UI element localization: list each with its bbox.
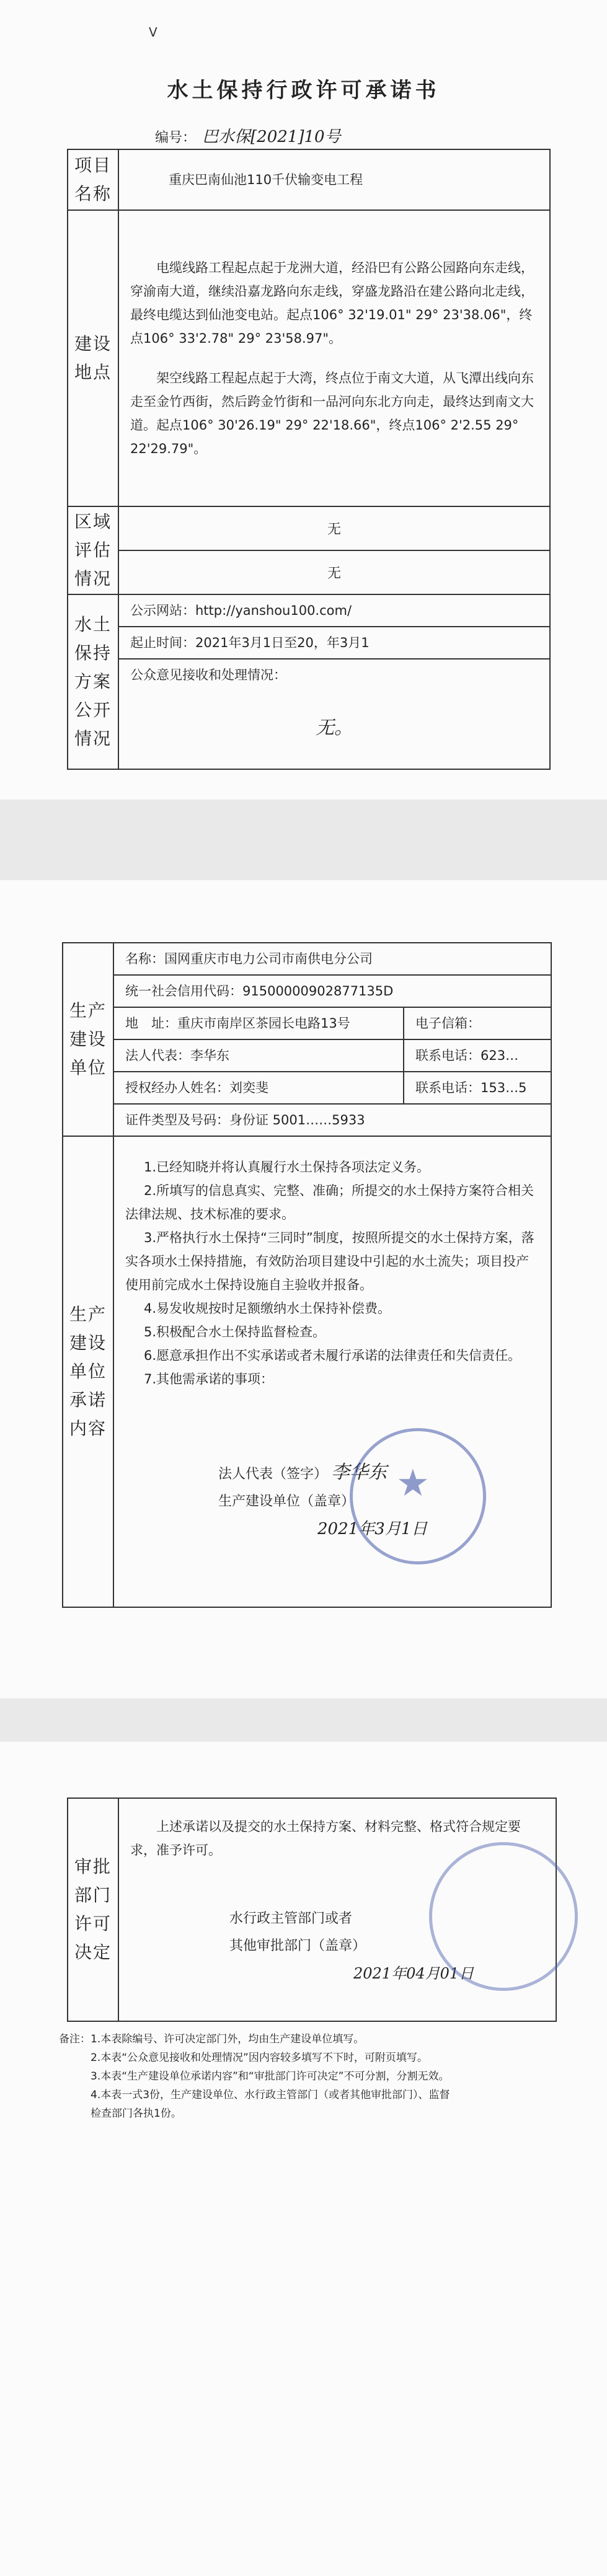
credit-code: 统一社会信用代码：91500000902877135D bbox=[113, 975, 551, 1007]
cable-route-text: 电缆线路工程起点起于龙洲大道，经沿巴有公路公园路向东走线，穿渝南大道，继续沿嘉龙路向东走线，穿盛龙路沿在建公路向北走线，最终电缆达到仙池变电站。起点106° 32'19.01" 29° 23'38.06"，终点106° 33'2.78" 29° 23'58.97"。 bbox=[130, 260, 534, 346]
region-label: 区域评估情况 bbox=[68, 506, 118, 594]
region-value-1: 无 bbox=[118, 506, 550, 550]
legal-representative: 法人代表：李华东 bbox=[113, 1039, 404, 1072]
page-title: 水土保持行政许可承诺书 bbox=[167, 78, 440, 103]
legal-phone: 联系电话：623… bbox=[404, 1039, 551, 1072]
approval-text: 上述承诺以及提交的水土保持方案、材料完整、格式符合规定要求，准予许可。 bbox=[130, 1819, 521, 1858]
sign-date: 2021年3月1日 bbox=[317, 1520, 428, 1538]
legal-rep-sign-label: 法人代表（签字） 李华东 bbox=[218, 1462, 388, 1483]
feedback-handwriting: 无。 bbox=[316, 717, 353, 739]
promise-item-7: 7.其他需承诺的事项： bbox=[144, 1372, 274, 1387]
approval-seal bbox=[429, 1842, 578, 1991]
unit-name: 名称：国网重庆市电力公司市南供电分公司 bbox=[113, 943, 551, 975]
promise-item-6: 6.愿意承担作出不实承诺或者未履行承诺的法律责任和失信责任。 bbox=[144, 1348, 521, 1363]
id-document: 证件类型及号码：身份证 5001……5933 bbox=[113, 1104, 551, 1136]
project-value: 重庆巴南仙池110千伏输变电工程 bbox=[118, 149, 550, 210]
unit-address: 地 址：重庆市南岸区茶园长电路13号 bbox=[113, 1007, 404, 1039]
doc-no-label: 编号： bbox=[155, 130, 197, 146]
seal-star-icon: ★ bbox=[396, 1462, 430, 1505]
page-3 bbox=[0, 1742, 607, 2576]
unit-seal-label: 生产建设单位（盖章） bbox=[218, 1494, 355, 1509]
project-label: 项目名称 bbox=[68, 149, 118, 210]
check-mark: V bbox=[149, 25, 157, 40]
footnote-2: 2.本表“公众意见接收和处理情况”因内容较多填写不下时，可附页填写。 bbox=[59, 2052, 428, 2064]
footnote-4: 4.本表一式3份，生产建设单位、水行政主管部门（或者其他审批部门）、监督 bbox=[59, 2089, 450, 2101]
authority-label-2: 其他审批部门（盖章） bbox=[229, 1938, 366, 1954]
promise-item-4: 4.易发收规按时足额缴纳水土保持补偿费。 bbox=[144, 1301, 391, 1316]
promise-item-1: 1.已经知晓并将认真履行水土保持各项法定义务。 bbox=[144, 1160, 430, 1175]
unit-email: 电子信箱： bbox=[404, 1007, 551, 1039]
approval-table bbox=[67, 1797, 557, 2022]
overhead-route-text: 架空线路工程起点起于大湾，终点位于南文大道，从飞潭出线向东走至金竹西街，然后跨金竹街和一品河向东北方向走，最终达到南文大道。起点106° 30'26.19" 29° 22'18.66"，终点106° 2'2.55 29° 22'29.79"。 bbox=[130, 371, 534, 456]
footnote-3: 3.本表“生产建设单位承诺内容”和“审批部门许可决定”不可分割，分割无效。 bbox=[59, 2070, 450, 2083]
document-number bbox=[155, 124, 341, 147]
disclosure-period: 起止时间：2021年3月1日至20，年3月1 bbox=[118, 627, 550, 659]
footnotes bbox=[59, 2030, 555, 2123]
disclosure-website: 公示网站：http://yanshou100.com/ bbox=[118, 594, 550, 627]
authority-label-1: 水行政主管部门或者 bbox=[229, 1911, 353, 1926]
approval-label: 审批部门许可决定 bbox=[68, 1798, 118, 2021]
approval-content bbox=[118, 1798, 556, 2021]
footnote-1: 备注：1.本表除编号、许可决定部门外，均由生产建设单位填写。 bbox=[59, 2033, 365, 2045]
region-value-2: 无 bbox=[118, 550, 550, 594]
agent-phone: 联系电话：153…5 bbox=[404, 1072, 551, 1104]
feedback-label: 公众意见接收和处理情况： bbox=[130, 668, 286, 682]
page-2 bbox=[0, 880, 607, 1698]
promise-item-2: 2.所填写的信息真实、完整、准确；所提交的水土保持方案符合相关法律法规、技术标准的要求。 bbox=[125, 1183, 534, 1222]
footnote-5: 检查部门各执1份。 bbox=[59, 2107, 182, 2120]
promise-item-5: 5.积极配合水土保持监督检查。 bbox=[144, 1325, 326, 1339]
doc-no-value: 巴水保[2021]10号 bbox=[202, 128, 341, 146]
signature-handwriting: 李华东 bbox=[331, 1462, 388, 1483]
unit-label: 生产建设单位 bbox=[63, 943, 113, 1136]
promise-content bbox=[113, 1136, 551, 1607]
page-1 bbox=[0, 0, 607, 800]
location-value bbox=[118, 210, 550, 506]
disclosure-label: 水土保持方案公开情况 bbox=[68, 594, 118, 769]
disclosure-feedback bbox=[118, 659, 550, 769]
promise-label: 生产建设单位承诺内容 bbox=[63, 1136, 113, 1607]
unit-table bbox=[62, 942, 552, 1608]
permit-table bbox=[67, 149, 551, 770]
approval-date: 2021年04月01日 bbox=[353, 1965, 474, 1982]
authorized-agent: 授权经办人姓名：刘奕斐 bbox=[113, 1072, 404, 1104]
promise-item-3: 3.严格执行水土保持“三同时”制度，按照所提交的水土保持方案，落实各项水土保持措施，有效防治项目建设中引起的水土流失；项目投产使用前完成水土保持设施自主验收并报备。 bbox=[125, 1230, 534, 1292]
location-label: 建设地点 bbox=[68, 210, 118, 506]
